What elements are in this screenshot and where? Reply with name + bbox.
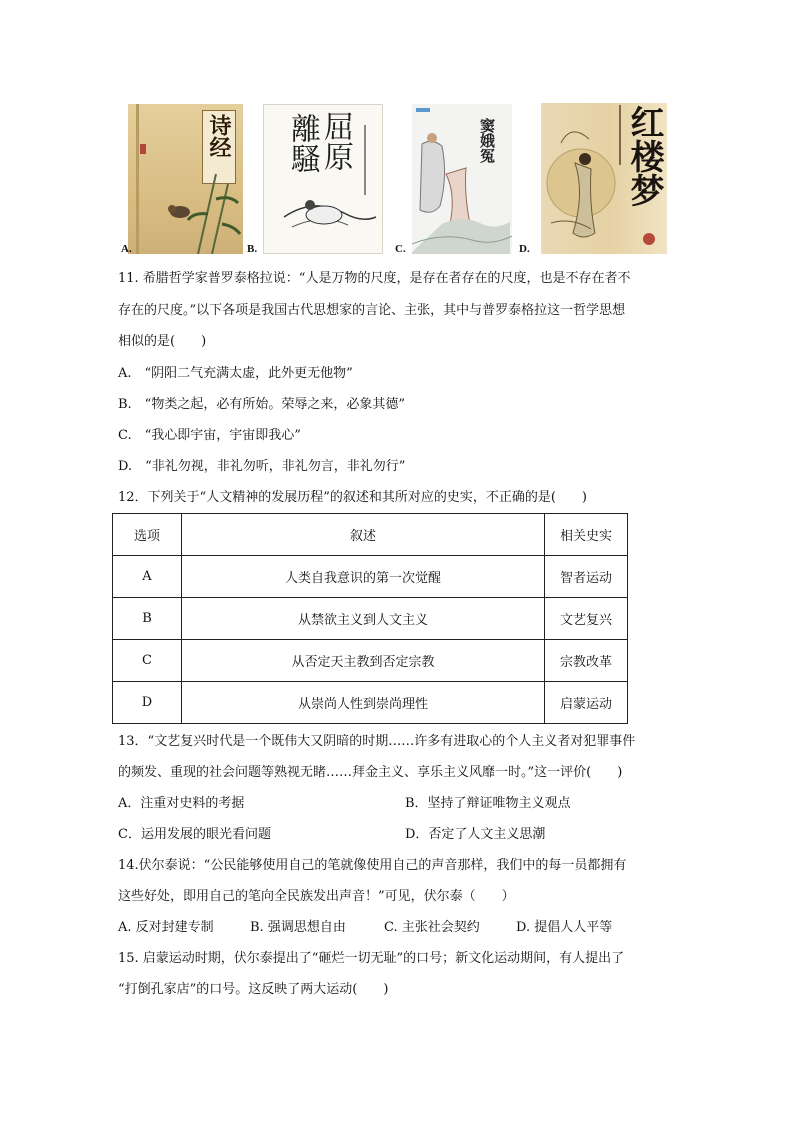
table-cell: A bbox=[113, 556, 182, 598]
q13-option-b[interactable]: B．坚持了辩证唯物主义观点 bbox=[405, 796, 571, 811]
cover-d-title: 红楼梦 bbox=[624, 105, 664, 207]
cover-image-a bbox=[128, 104, 243, 254]
bamboo-bird-illustration bbox=[128, 104, 243, 254]
cover-label-b: B. bbox=[247, 243, 258, 255]
q14-option-c[interactable]: C. 主张社会契约 bbox=[384, 920, 480, 935]
q13-option-d[interactable]: D．否定了人文主义思潮 bbox=[405, 827, 546, 842]
table-cell: 从否定天主教到否定宗教 bbox=[182, 640, 545, 682]
table-cell: 文艺复兴 bbox=[545, 598, 628, 640]
cover-image-c bbox=[412, 104, 512, 254]
q11-option-d[interactable]: D. “非礼勿视，非礼勿听，非礼勿言，非礼勿行” bbox=[118, 459, 406, 474]
cover-a-title-text: 诗经 bbox=[206, 114, 232, 158]
dou-e-illustration bbox=[412, 104, 512, 254]
cover-label-d: D. bbox=[519, 243, 530, 255]
q14-option-a[interactable]: A. 反对封建专制 bbox=[118, 920, 214, 935]
sage-illustration bbox=[264, 105, 382, 253]
table-row bbox=[113, 556, 628, 598]
q11-stem-line-1: 11. 希腊哲学家普罗泰格拉说：“人是万物的尺度，是存在者存在的尺度，也是不存在者不 bbox=[118, 271, 631, 286]
table-cell: 从崇尚人性到崇尚理性 bbox=[182, 682, 545, 724]
q14-option-d[interactable]: D. 提倡人人平等 bbox=[516, 920, 613, 935]
table-cell: B bbox=[113, 598, 182, 640]
table-row bbox=[113, 598, 628, 640]
q11-stem-line-2: 存在的尺度。”以下各项是我国古代思想家的言论、主张，其中与普罗泰格拉这一哲学思想 bbox=[118, 303, 626, 318]
q15-stem-line-2: “打倒孔家店”的口号。这反映了两大运动( ) bbox=[118, 982, 389, 997]
q13-option-c[interactable]: C．运用发展的眼光看问题 bbox=[118, 827, 271, 842]
cover-b-title-b: 離騷 bbox=[285, 113, 320, 173]
table-header-cell: 相关史实 bbox=[545, 514, 628, 556]
table-cell: 人类自我意识的第一次觉醒 bbox=[182, 556, 545, 598]
table-header-cell: 叙述 bbox=[182, 514, 545, 556]
table-cell: 启蒙运动 bbox=[545, 682, 628, 724]
cover-image-b bbox=[263, 104, 383, 254]
q12-stem: 12．下列关于“人文精神的发展历程”的叙述和其所对应的史实，不正确的是( ) bbox=[118, 490, 587, 505]
cover-b-title-a: 屈原 bbox=[318, 111, 353, 171]
cover-label-a: A. bbox=[121, 243, 132, 255]
q13-stem-line-2: 的频发、重现的社会问题等熟视无睹……拜金主义、享乐主义风靡一时。”这一评价( ) bbox=[118, 765, 623, 780]
q15-stem-line-1: 15. 启蒙运动时期，伏尔泰提出了“砸烂一切无耻”的口号；新文化运动期间，有人提出了 bbox=[118, 951, 625, 966]
table-header-row bbox=[113, 514, 628, 556]
table-row bbox=[113, 640, 628, 682]
cover-image-d bbox=[541, 103, 667, 254]
table-header-cell: 选项 bbox=[113, 514, 182, 556]
q13-option-a[interactable]: A．注重对史料的考据 bbox=[118, 796, 245, 811]
q11-option-a[interactable]: A. “阴阳二气充满太虚，此外更无他物” bbox=[118, 366, 353, 381]
cover-c-title: 窦娥冤 bbox=[478, 118, 496, 163]
table-cell: 宗教改革 bbox=[545, 640, 628, 682]
table-row bbox=[113, 682, 628, 724]
q12-table bbox=[112, 513, 628, 724]
q13-stem-line-1: 13．“文艺复兴时代是一个既伟大又阴暗的时期……许多有进取心的个人主义者对犯罪事件 bbox=[118, 734, 636, 749]
table-cell: 智者运动 bbox=[545, 556, 628, 598]
table-cell: C bbox=[113, 640, 182, 682]
table-cell: 从禁欲主义到人文主义 bbox=[182, 598, 545, 640]
q11-option-b[interactable]: B. “物类之起，必有所始。荣辱之来，必象其德” bbox=[118, 397, 405, 412]
q11-stem-line-3: 相似的是( ) bbox=[118, 334, 207, 349]
table-cell: D bbox=[113, 682, 182, 724]
q14-option-b[interactable]: B. 强调思想自由 bbox=[250, 920, 346, 935]
q11-option-c[interactable]: C. “我心即宇宙，宇宙即我心” bbox=[118, 428, 301, 443]
q14-stem-line-2: 这些好处，即用自己的笔向全民族发出声音！”可见，伏尔泰（ ） bbox=[118, 889, 515, 904]
q14-stem-line-1: 14.伏尔泰说：“公民能够使用自己的笔就像使用自己的声音那样，我们中的每一员都拥有 bbox=[118, 858, 627, 873]
cover-label-c: C. bbox=[395, 243, 406, 255]
